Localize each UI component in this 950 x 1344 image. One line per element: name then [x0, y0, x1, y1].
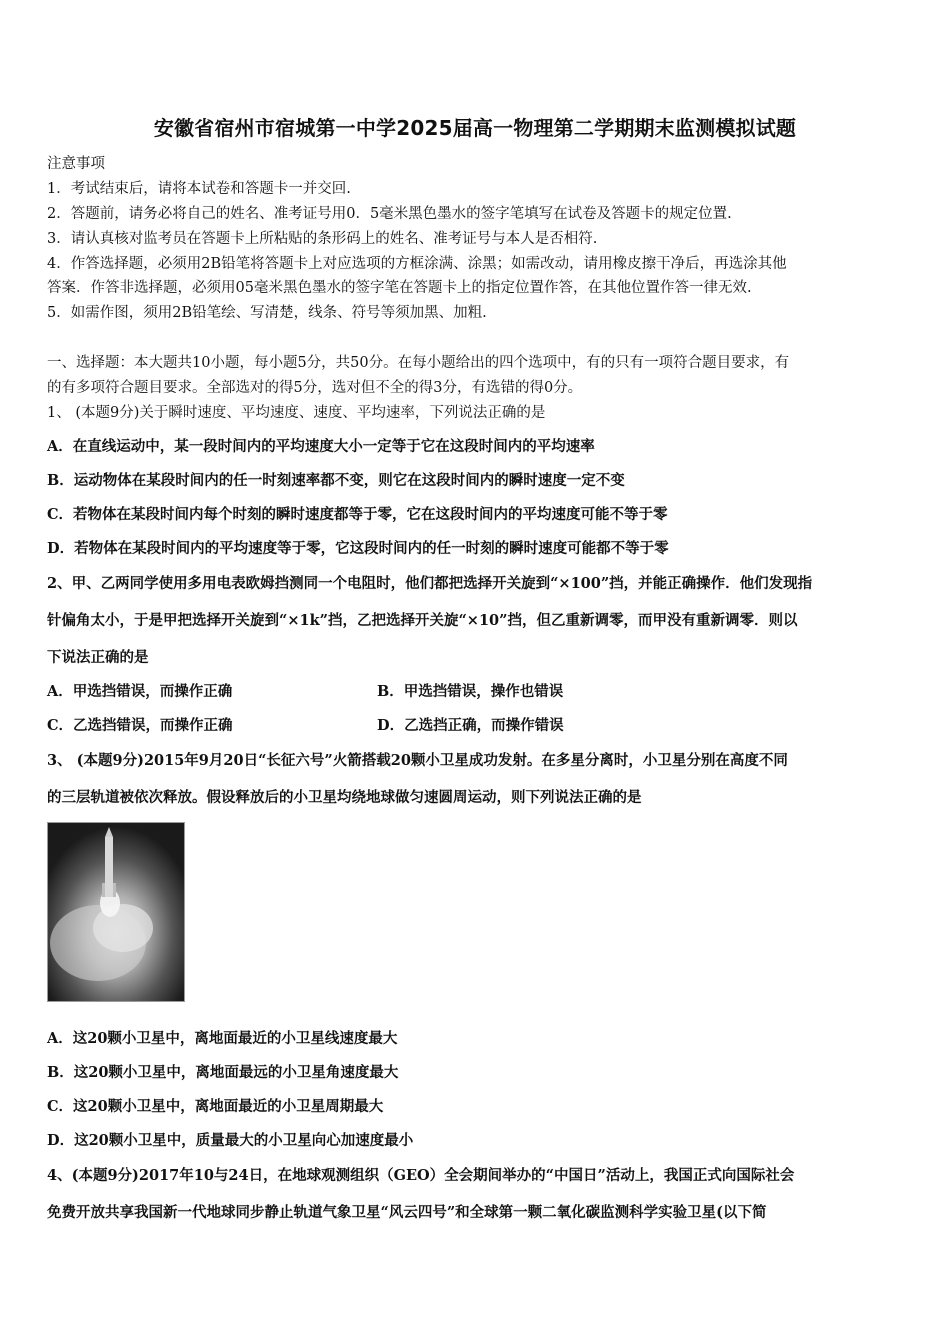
notice-item: 答案．作答非选择题，必须用05毫米黑色墨水的签字笔在答题卡上的指定位置作答，在其他位置作答一律无效.: [47, 280, 752, 296]
question-2-option-b: B．甲选挡错误，操作也错误: [377, 683, 564, 700]
question-1-option-a: A．在直线运动中，某一段时间内的平均速度大小一定等于它在这段时间内的平均速率: [47, 438, 595, 455]
notice-item: 4．作答选择题，必须用2B铅笔将答题卡上对应选项的方框涂满、涂黑；如需改动，请用橡皮擦干净后，再选涂其他: [47, 256, 787, 272]
question-1-option-d: D．若物体在某段时间内的平均速度等于零，它这段时间内的任一时刻的瞬时速度可能都不等于零: [47, 540, 669, 557]
question-1-stem: 1、 (本题9分)关于瞬时速度、平均速度、速度、平均速率，下列说法正确的是: [47, 405, 546, 421]
question-2-option-a: A．甲选挡错误，而操作正确: [47, 683, 233, 700]
notice-item: 2．答题前，请务必将自己的姓名、准考证号用0．5毫米黑色墨水的签字笔填写在试卷及答题卡的规定位置.: [47, 206, 732, 222]
question-2-option-d: D．乙选挡正确，而操作错误: [377, 717, 564, 734]
question-2-stem: 下说法正确的是: [47, 649, 149, 666]
question-4-stem: 4、(本题9分)2017年10与24日，在地球观测组织（GEO）全会期间举办的“中国日”活动上，我国正式向国际社会: [47, 1167, 795, 1184]
section-instructions: 一、选择题：本大题共10小题，每小题5分，共50分。在每小题给出的四个选项中，有的只有一项符合题目要求，有: [47, 355, 790, 371]
question-3-stem: 3、 (本题9分)2015年9月20日“长征六号”火箭搭载20颗小卫星成功发射。在多星分离时，小卫星分别在高度不同: [47, 752, 788, 769]
question-4-stem: 免费开放共享我国新一代地球同步静止轨道气象卫星“风云四号”和全球第一颗二氧化碳监测科学实验卫星(以下简: [47, 1204, 767, 1221]
rocket-launch-photo: [47, 822, 185, 1002]
notice-heading: 注意事项: [47, 156, 105, 172]
question-3-option-a: A．这20颗小卫星中，离地面最近的小卫星线速度最大: [47, 1030, 398, 1047]
question-2-stem: 针偏角太小，于是甲把选择开关旋到“×1k”挡，乙把选择开关旋“×10”挡，但乙重新调零，而甲没有重新调零．则以: [47, 612, 798, 629]
notice-item: 3．请认真核对监考员在答题卡上所粘贴的条形码上的姓名、准考证号与本人是否相符.: [47, 231, 598, 247]
question-1-option-b: B．运动物体在某段时间内的任一时刻速率都不变，则它在这段时间内的瞬时速度一定不变: [47, 472, 625, 489]
question-3-stem: 的三层轨道被依次释放。假设释放后的小卫星均绕地球做匀速圆周运动，则下列说法正确的是: [47, 789, 642, 806]
question-2-option-c: C．乙选挡错误，而操作正确: [47, 717, 233, 734]
question-3-option-b: B．这20颗小卫星中，离地面最远的小卫星角速度最大: [47, 1064, 399, 1081]
exam-title: 安徽省宿州市宿城第一中学2025届高一物理第二学期期末监测模拟试题: [153, 116, 797, 140]
section-instructions: 的有多项符合题目要求。全部选对的得5分，选对但不全的得3分，有选错的得0分。: [47, 380, 583, 396]
notice-item: 1．考试结束后，请将本试卷和答题卡一并交回.: [47, 181, 351, 197]
question-3-option-c: C．这20颗小卫星中，离地面最近的小卫星周期最大: [47, 1098, 384, 1115]
question-3-option-d: D．这20颗小卫星中，质量最大的小卫星向心加速度最小: [47, 1132, 414, 1149]
question-2-stem: 2、甲、乙两同学使用多用电表欧姆挡测同一个电阻时，他们都把选择开关旋到“×100”挡，并能正确操作．他们发现指: [47, 575, 813, 592]
question-1-option-c: C．若物体在某段时间内每个时刻的瞬时速度都等于零，它在这段时间内的平均速度可能不等于零: [47, 506, 668, 523]
rocket-launch-image: [48, 823, 184, 1001]
notice-item: 5．如需作图，须用2B铅笔绘、写清楚，线条、符号等须加黑、加粗.: [47, 305, 487, 321]
